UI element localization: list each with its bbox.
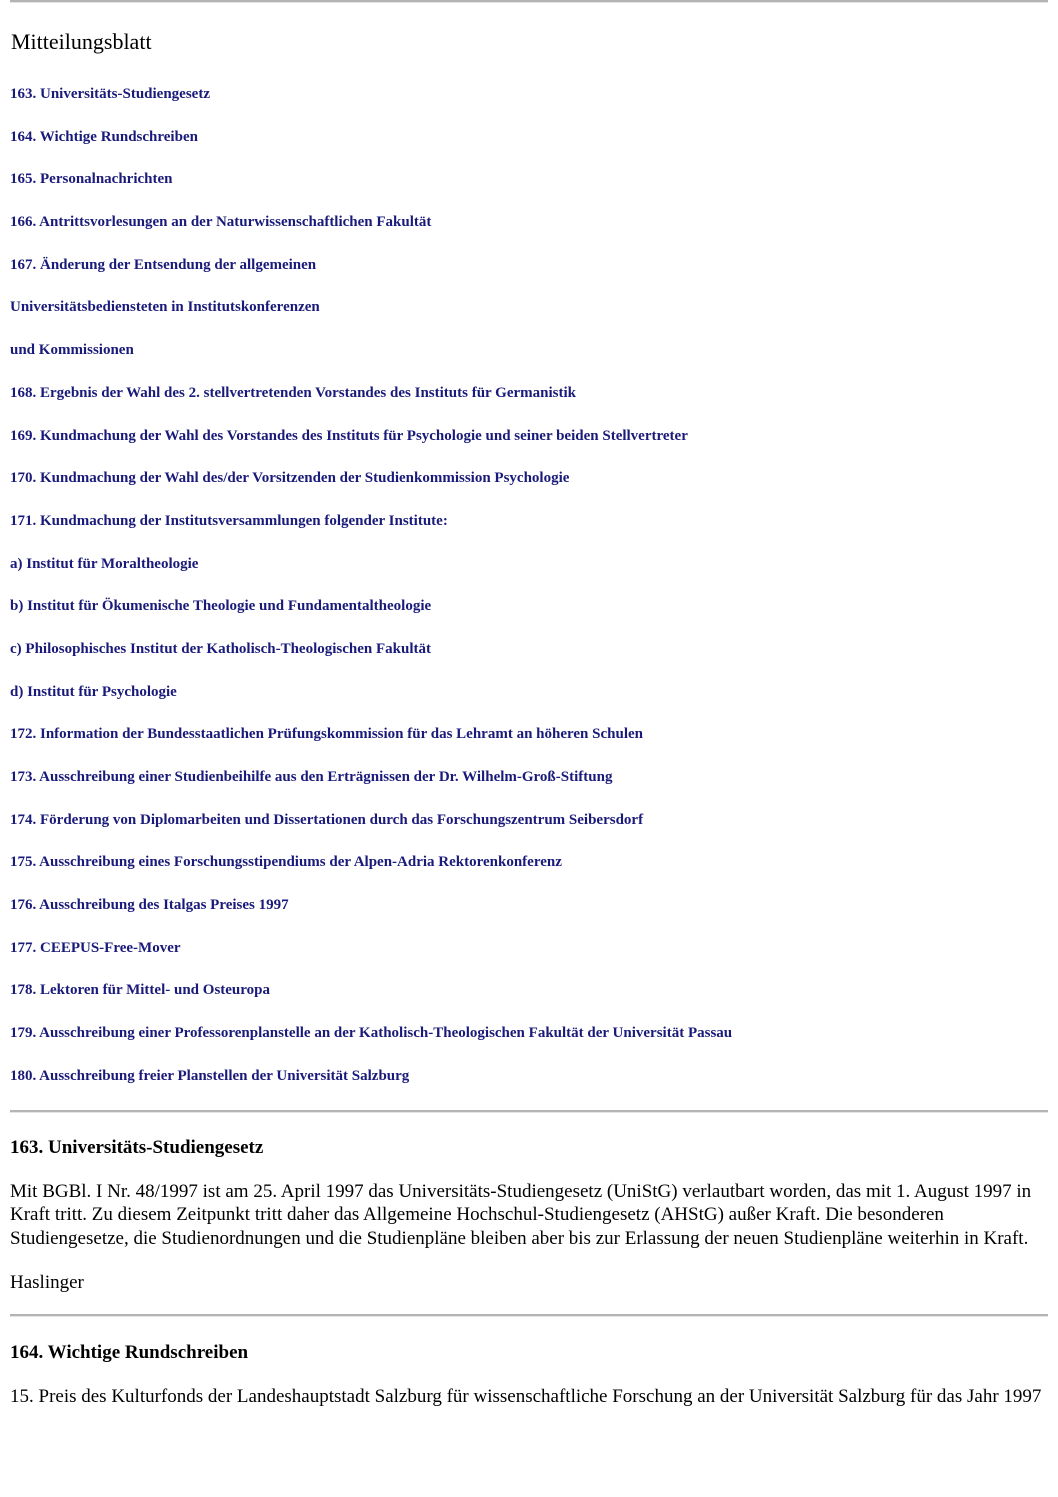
section-164 [10,1342,1048,1409]
toc-item [10,170,1048,213]
toc-item [10,512,1048,555]
toc-item [10,811,1048,854]
toc-link[interactable]: Universitätsbediensteten in Institutskonferenzen [10,299,320,316]
toc-link[interactable]: 180. Ausschreibung freier Planstellen der Universität Salzburg [10,1067,410,1084]
toc-item [10,555,1048,598]
section-divider [10,1314,1048,1317]
toc-link[interactable]: und Kommissionen [10,342,134,359]
toc-item [10,1067,1048,1110]
toc-link[interactable]: a) Institut für Moraltheologie [10,555,199,572]
toc-item [10,341,1048,384]
toc-item [10,128,1048,171]
toc-item [10,85,1048,128]
top-divider [10,0,1048,3]
toc-item [10,384,1048,427]
toc-item [10,768,1048,811]
toc-link[interactable]: 171. Kundmachung der Institutsversammlungen folgender Institute: [10,512,448,529]
toc-link[interactable]: 179. Ausschreibung einer Professorenplanstelle an der Katholisch-Theologischen Fakultät der Universität Passau [10,1025,733,1042]
section-body: Mit BGBl. I Nr. 48/1997 ist am 25. April 1997 das Universitäts-Studiengesetz (UniStG) verlautbart worden, das mit 1. August 1997 in Kraft tritt. Zu diesem Zeitpunkt tritt daher das Allgemeine Hochschul-Studiengesetz (AHStG) außer Kraft. Die besonderen Studiengesetze, die Studienordnungen und die Studienpläne bleiben aber bis zur Erlassung der neuen Studienpläne weiterhin in Kraft. [10,1180,1032,1249]
toc-item [10,683,1048,726]
toc-item [10,298,1048,341]
toc-link[interactable]: 173. Ausschreibung einer Studienbeihilfe aus den Erträgnissen der Dr. Wilhelm-Groß-Stiftung [10,769,613,785]
toc-link[interactable]: 170. Kundmachung der Wahl des/der Vorsitzenden der Studienkommission Psychologie [10,470,570,487]
toc-item [10,427,1048,470]
toc-link[interactable]: 169. Kundmachung der Wahl des Vorstandes des Instituts für Psychologie und seiner beiden Stellvertreter [10,427,688,444]
toc-item [10,896,1048,939]
toc-item [10,640,1048,683]
toc-link[interactable]: 178. Lektoren für Mittel- und Osteuropa [10,982,271,999]
toc-link[interactable]: d) Institut für Psychologie [10,683,177,700]
section-divider [10,1110,1048,1113]
toc-item [10,469,1048,512]
toc-link[interactable]: 165. Personalnachrichten [10,171,173,188]
toc-item [10,213,1048,256]
toc-link[interactable]: 167. Änderung der Entsendung der allgemeinen [10,256,317,273]
toc-item [10,981,1048,1024]
toc-link[interactable]: 164. Wichtige Rundschreiben [10,128,198,145]
toc-link[interactable]: 174. Förderung von Diplomarbeiten und Dissertationen durch das Forschungszentrum Seibersdorf [10,811,644,828]
toc-link[interactable]: 177. CEEPUS-Free-Mover [10,939,181,956]
toc-item [10,939,1048,982]
section-heading: 163. Universitäts-Studiengesetz [10,1136,264,1158]
toc-item [10,853,1048,896]
toc-link[interactable]: 163. Universitäts-Studiengesetz [10,86,210,102]
signature: Haslinger [10,1272,84,1293]
page [10,0,1048,1408]
page-title: Mitteilungsblatt [11,29,152,54]
section-heading: 164. Wichtige Rundschreiben [10,1341,249,1363]
table-of-contents [10,85,1048,1110]
toc-item [10,725,1048,768]
toc-link[interactable]: 168. Ergebnis der Wahl des 2. stellvertretenden Vorstandes des Instituts für Germanistik [10,384,577,401]
toc-link[interactable]: b) Institut für Ökumenische Theologie und Fundamentaltheologie [10,598,432,615]
toc-item [10,597,1048,640]
toc-link[interactable]: 166. Antrittsvorlesungen an der Naturwissenschaftlichen Fakultät [10,214,432,231]
toc-link[interactable]: 175. Ausschreibung eines Forschungsstipendiums der Alpen-Adria Rektorenkonferenz [10,854,562,871]
toc-link[interactable]: 176. Ausschreibung des Italgas Preises 1997 [10,897,289,914]
toc-link[interactable]: c) Philosophisches Institut der Katholisch-Theologischen Fakultät [10,640,432,657]
section-163 [10,1137,1048,1295]
section-body: 15. Preis des Kulturfonds der Landeshauptstadt Salzburg für wissenschaftliche Forschung an der Universität Salzburg für das Jahr 1997 [10,1385,1042,1407]
toc-link[interactable]: 172. Information der Bundesstaatlichen Prüfungskommission für das Lehramt an höheren Schulen [10,726,644,743]
toc-item [10,256,1048,299]
toc-item [10,1024,1048,1067]
